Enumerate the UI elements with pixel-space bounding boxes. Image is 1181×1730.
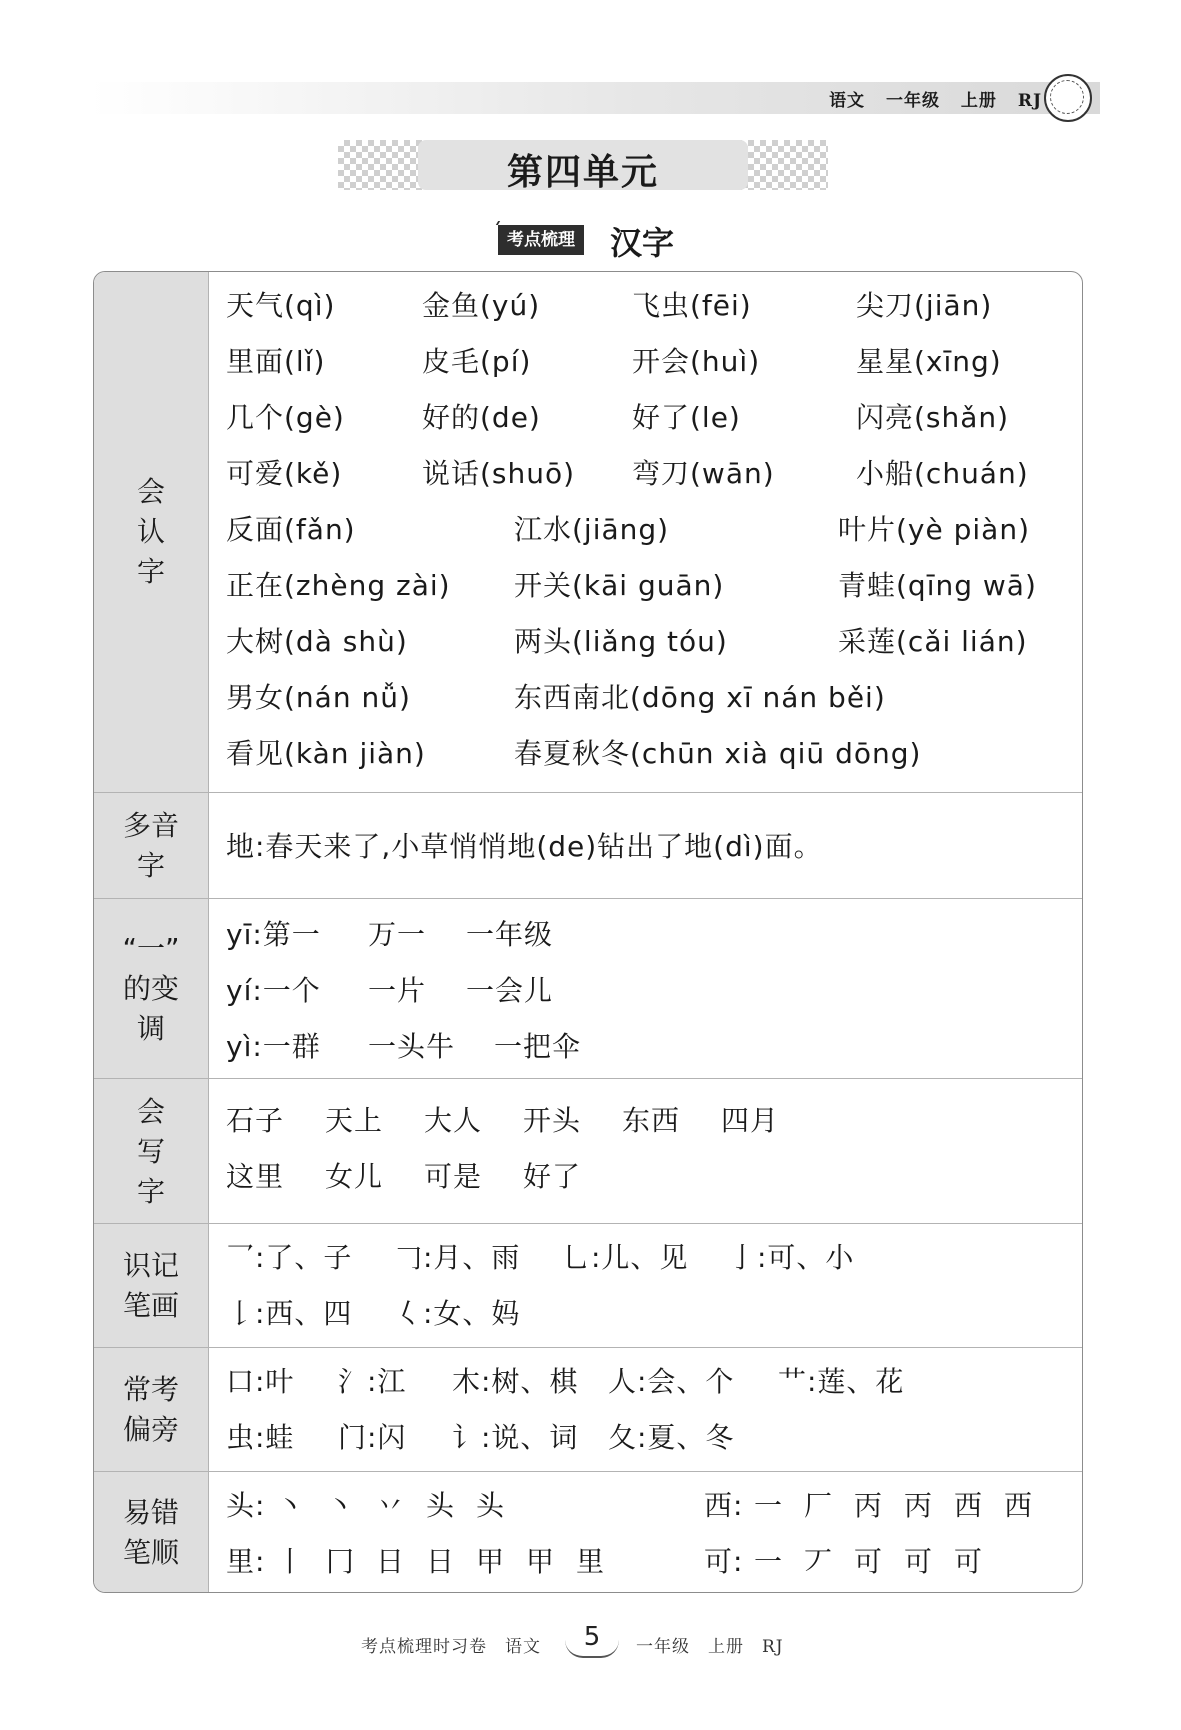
stroke-step: 日 xyxy=(426,1545,456,1578)
stroke-step: 头 xyxy=(476,1489,506,1522)
word-item: 江水(jiāng) xyxy=(514,513,670,546)
word-line xyxy=(208,284,1082,340)
radical-line xyxy=(208,1416,1082,1472)
row-label xyxy=(94,1079,209,1224)
radical-item: 虫:蛙 xyxy=(226,1421,295,1454)
word-item: 说话(shuō) xyxy=(422,457,576,490)
write-item: 女儿 xyxy=(325,1160,384,1193)
tone-item: 一把伞 xyxy=(494,1030,582,1063)
row-content xyxy=(208,1079,1082,1224)
stroke-step: 头 xyxy=(426,1489,456,1522)
stroke-step: 可 xyxy=(954,1545,984,1578)
unit-banner xyxy=(338,140,828,193)
word-line xyxy=(208,340,1082,396)
word-item: 星星(xīng) xyxy=(856,345,1002,378)
word-item: 东西南北(dōng xī nán běi) xyxy=(514,681,886,714)
label-line: 字 xyxy=(136,849,165,882)
page-number: 5 xyxy=(565,1622,619,1658)
stroke-order-line xyxy=(208,1484,1082,1540)
label-line: 会 xyxy=(136,475,165,508)
stroke-item: 乚:儿、见 xyxy=(562,1241,689,1274)
unit-title: 第四单元 xyxy=(506,151,659,193)
word-item: 金鱼(yú) xyxy=(422,289,541,322)
polyphone-sentence: 地:春天来了,小草悄悄地(de)钻出了地(dì)面。 xyxy=(226,830,823,863)
tone-line xyxy=(208,913,1082,969)
word-item: 天气(qì) xyxy=(226,289,336,322)
tone-item: yì:一群 xyxy=(226,1030,321,1063)
row-write xyxy=(94,1078,1082,1224)
stroke-order-char: 头: xyxy=(226,1489,266,1522)
tone-item: yī:第一 xyxy=(226,918,321,951)
word-line xyxy=(208,620,1082,676)
label-line: 写 xyxy=(136,1134,165,1168)
word-item: 采莲(cǎi lián) xyxy=(838,625,1028,658)
word-item: 开会(huì) xyxy=(632,345,761,378)
radical-item: 艹:莲、花 xyxy=(778,1365,905,1398)
tone-item: yí:一个 xyxy=(226,974,321,1007)
write-item: 好了 xyxy=(523,1160,582,1193)
label-line: 字 xyxy=(136,1174,165,1208)
radical-item: 讠:说、词 xyxy=(452,1421,579,1454)
write-item: 四月 xyxy=(721,1104,780,1137)
stroke-step: 丷 xyxy=(376,1489,406,1522)
word-item: 尖刀(jiān) xyxy=(856,289,993,322)
tone-item: 一片 xyxy=(368,974,427,1007)
stroke-item: 𠃌:月、雨 xyxy=(394,1241,521,1274)
write-line xyxy=(208,1099,1082,1155)
section-title: 汉字 xyxy=(610,224,675,262)
row-label xyxy=(94,793,209,899)
header-edition: RJ xyxy=(1017,91,1042,111)
word-item: 小船(chuán) xyxy=(856,457,1029,490)
header-subject: 语文 xyxy=(829,91,866,111)
stroke-step: 日 xyxy=(376,1545,406,1578)
label-line: 识记 xyxy=(122,1249,179,1282)
row-label xyxy=(94,1348,209,1472)
radical-item: 夂:夏、冬 xyxy=(608,1421,735,1454)
radical-item: 氵:江 xyxy=(338,1365,407,1398)
tone-item: 一头牛 xyxy=(368,1030,456,1063)
stroke-order-char: 西: xyxy=(704,1489,744,1522)
row-content xyxy=(208,1348,1082,1472)
radical-item: 门:闪 xyxy=(338,1421,407,1454)
write-item: 开头 xyxy=(523,1104,582,1137)
write-item: 石子 xyxy=(226,1104,285,1137)
label-line: 偏旁 xyxy=(122,1413,179,1446)
stroke-step: 甲 xyxy=(526,1545,556,1578)
word-item: 闪亮(shǎn) xyxy=(856,401,1010,434)
row-content xyxy=(208,899,1082,1079)
stroke-step: 西 xyxy=(954,1489,984,1522)
running-header xyxy=(90,82,1100,114)
stroke-step: 可 xyxy=(904,1545,934,1578)
tone-item: 万一 xyxy=(368,918,427,951)
word-item: 青蛙(qīng wā) xyxy=(838,569,1037,602)
word-item: 正在(zhèng zài) xyxy=(226,569,451,602)
write-line xyxy=(208,1155,1082,1211)
word-line xyxy=(208,676,1082,732)
label-line: 易错 xyxy=(122,1495,179,1529)
label-line: 笔画 xyxy=(122,1289,179,1322)
label-line: 调 xyxy=(136,1012,165,1045)
stroke-line xyxy=(208,1292,1082,1348)
word-item: 开关(kāi guān) xyxy=(514,569,725,602)
content-table xyxy=(93,271,1083,1593)
word-line xyxy=(208,564,1082,620)
tone-item: 一年级 xyxy=(466,918,554,951)
row-label xyxy=(94,272,209,792)
label-line: 字 xyxy=(136,555,165,588)
word-item: 反面(fǎn) xyxy=(226,513,356,546)
stroke-step: 丨 xyxy=(276,1545,306,1578)
stroke-step: 丙 xyxy=(904,1489,934,1522)
write-item: 可是 xyxy=(424,1160,483,1193)
word-item: 两头(liǎng tóu) xyxy=(514,625,728,658)
word-item: 大树(dà shù) xyxy=(226,625,408,658)
stroke-step: 甲 xyxy=(476,1545,506,1578)
word-item: 几个(gè) xyxy=(226,401,345,434)
word-line xyxy=(208,396,1082,452)
word-item: 里面(lǐ) xyxy=(226,345,326,378)
row-content xyxy=(208,272,1082,792)
stroke-item: 亅:可、小 xyxy=(728,1241,855,1274)
stroke-step: 西 xyxy=(1004,1489,1034,1522)
header-volume: 上册 xyxy=(960,91,997,111)
stroke-order-line xyxy=(208,1540,1082,1593)
radical-item: 口:叶 xyxy=(226,1365,295,1398)
stroke-step: 一 xyxy=(754,1489,784,1522)
stroke-step: 丆 xyxy=(804,1545,834,1578)
row-strokes xyxy=(94,1223,1082,1348)
row-label xyxy=(94,899,209,1079)
row-content xyxy=(208,793,1082,899)
row-content xyxy=(208,1472,1082,1593)
label-line: 常考 xyxy=(122,1373,179,1406)
footer-right: 一年级 上册 RJ xyxy=(636,1637,784,1657)
stroke-item: 𡿨:女、妈 xyxy=(394,1297,521,1330)
word-item: 弯刀(wān) xyxy=(632,457,775,490)
label-line: 的变 xyxy=(122,972,179,1005)
stroke-item: 乛:了、子 xyxy=(226,1241,353,1274)
row-radicals xyxy=(94,1347,1082,1472)
row-content xyxy=(208,1224,1082,1348)
word-line xyxy=(208,508,1082,564)
header-grade: 一年级 xyxy=(885,91,940,111)
word-item: 好了(le) xyxy=(632,401,741,434)
radical-item: 人:会、个 xyxy=(608,1365,735,1398)
word-item: 可爱(kě) xyxy=(226,457,343,490)
stroke-step: 里 xyxy=(576,1545,606,1578)
tone-item: 一会儿 xyxy=(466,974,554,1007)
footer-left: 考点梳理时习卷 语文 xyxy=(361,1637,541,1657)
word-line xyxy=(208,452,1082,508)
publisher-logo-icon xyxy=(1044,74,1092,122)
radical-line xyxy=(208,1360,1082,1416)
stroke-step: 一 xyxy=(754,1545,784,1578)
stroke-item: 𠄌:西、四 xyxy=(226,1297,353,1330)
word-item: 看见(kàn jiàn) xyxy=(226,737,426,770)
row-label xyxy=(94,1224,209,1348)
label-line: “一” xyxy=(122,932,180,965)
label-line: 笔顺 xyxy=(122,1535,179,1569)
stroke-step: 丶 xyxy=(276,1489,306,1522)
word-item: 春夏秋冬(chūn xià qiū dōng) xyxy=(514,737,922,770)
word-line xyxy=(208,732,1082,788)
tone-line xyxy=(208,1025,1082,1081)
row-polyphone xyxy=(94,792,1082,899)
stroke-step: 可 xyxy=(854,1545,884,1578)
stroke-order-char: 可: xyxy=(704,1545,744,1578)
stroke-order-char: 里: xyxy=(226,1545,266,1578)
stroke-step: 厂 xyxy=(804,1489,834,1522)
polyphone-sentence-line xyxy=(208,825,1082,881)
label-line: 多音 xyxy=(122,809,179,842)
row-recognize xyxy=(94,272,1082,792)
row-stroke-order xyxy=(94,1471,1082,1593)
radical-item: 木:树、棋 xyxy=(452,1365,579,1398)
tone-line xyxy=(208,969,1082,1025)
write-item: 这里 xyxy=(226,1160,285,1193)
label-line: 会 xyxy=(136,1094,165,1128)
write-item: 天上 xyxy=(325,1104,384,1137)
word-item: 叶片(yè piàn) xyxy=(838,513,1031,546)
word-item: 好的(de) xyxy=(422,401,541,434)
running-header-text xyxy=(815,86,1042,111)
write-item: 东西 xyxy=(622,1104,681,1137)
section-tag: 考点梳理 xyxy=(498,225,584,255)
stroke-step: 丙 xyxy=(854,1489,884,1522)
write-item: 大人 xyxy=(424,1104,483,1137)
row-label xyxy=(94,1472,209,1593)
page-footer xyxy=(0,1622,1181,1662)
label-line: 认 xyxy=(136,515,165,548)
stroke-line xyxy=(208,1236,1082,1292)
word-item: 皮毛(pí) xyxy=(422,345,532,378)
word-item: 男女(nán nǚ) xyxy=(226,681,411,714)
word-item: 飞虫(fēi) xyxy=(632,289,752,322)
stroke-step: 丶 xyxy=(326,1489,356,1522)
row-yi-tone xyxy=(94,898,1082,1079)
stroke-step: 冂 xyxy=(326,1545,356,1578)
